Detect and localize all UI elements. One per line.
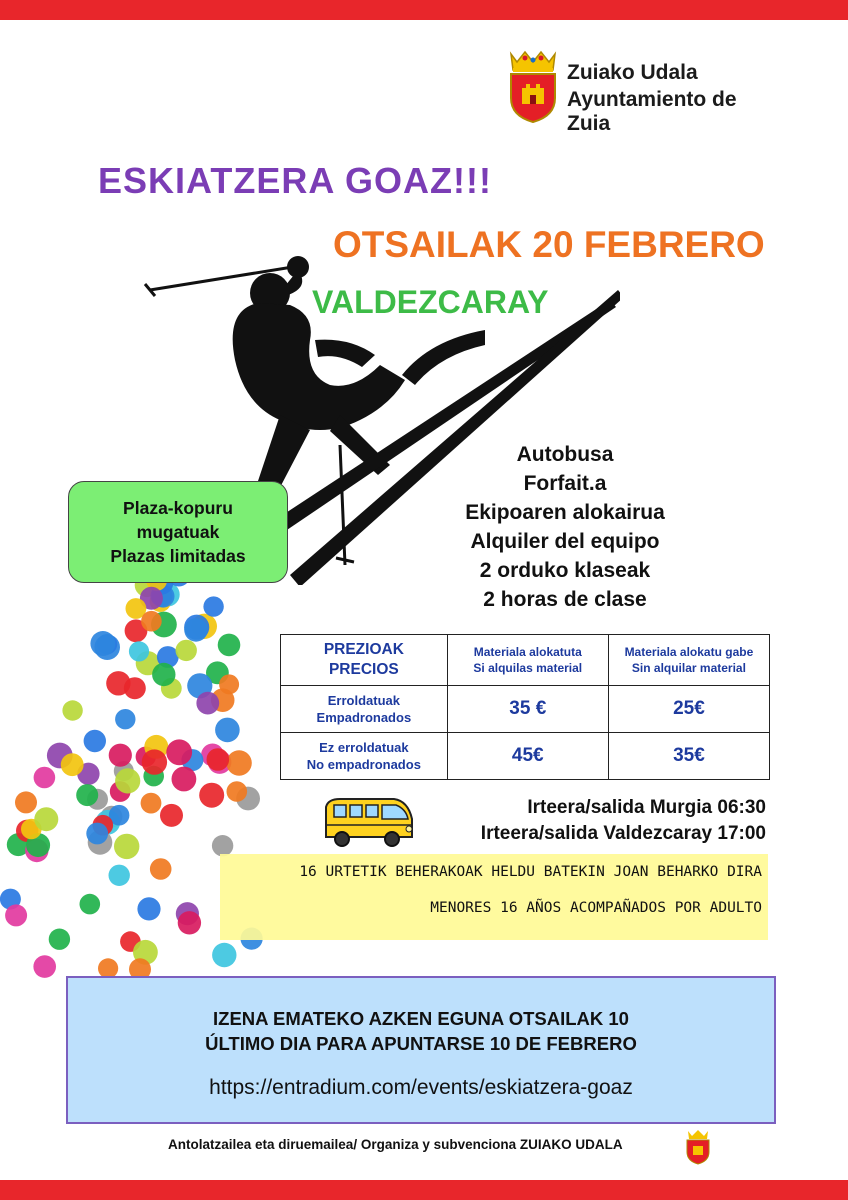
org-name-basque: Zuiako Udala xyxy=(567,61,698,84)
confetti-dot xyxy=(115,768,140,793)
deadline-basque: IZENA EMATEKO AZKEN EGUNA OTSAILAK 10 xyxy=(213,1008,629,1029)
limited-line: Plaza-kopuru xyxy=(123,498,233,518)
confetti-dot xyxy=(109,744,132,767)
confetti-dot xyxy=(141,793,162,814)
registration-link[interactable]: https://entradium.com/events/eskiatzera-goaz xyxy=(209,1076,633,1099)
minors-notice-spanish: MENORES 16 AÑOS ACOMPAÑADOS POR ADULTO xyxy=(430,900,762,916)
price-header-label: PREZIOAK xyxy=(323,641,404,658)
price-cell: 25€ xyxy=(608,686,769,733)
confetti-dot xyxy=(34,807,58,831)
confetti-dot xyxy=(196,692,219,715)
coat-of-arms-small-icon xyxy=(684,1128,712,1166)
confetti-dot xyxy=(227,781,248,802)
limited-line: mugatuak xyxy=(136,522,220,542)
confetti-dot xyxy=(166,739,192,765)
minors-notice-basque: 16 URTETIK BEHERAKOAK HELDU BATEKIN JOAN BEHARKO DIRA xyxy=(299,864,762,880)
org-name-spanish: Ayuntamiento de Zuia xyxy=(567,88,737,135)
confetti-dot xyxy=(5,904,27,926)
confetti-dot xyxy=(212,943,236,967)
col-with-material xyxy=(447,635,608,686)
price-header-label: PRECIOS xyxy=(328,661,399,678)
confetti-dot xyxy=(90,631,115,656)
row-label xyxy=(281,733,448,780)
col-header-line: Si alquilas material xyxy=(473,661,583,675)
confetti-dot xyxy=(15,791,37,813)
confetti-dot xyxy=(115,709,135,729)
confetti-dot xyxy=(184,618,208,642)
departure-line: Irteera/salida Valdezcaray 17:00 xyxy=(480,823,766,844)
price-table-corner xyxy=(281,635,448,686)
confetti-dot xyxy=(80,894,101,915)
confetti-dot xyxy=(160,804,183,827)
registration-box xyxy=(66,976,776,1124)
confetti-dot xyxy=(203,596,223,616)
confetti-dot xyxy=(137,897,160,920)
col-without-material xyxy=(608,635,769,686)
included-item: Alquiler del equipo xyxy=(470,530,660,553)
deadline-spanish: ÚLTIMO DIA PARA APUNTARSE 10 DE FEBRERO xyxy=(205,1033,637,1054)
included-services-list xyxy=(420,440,710,614)
table-row xyxy=(281,733,770,780)
col-header-line: Materiala alokatu gabe xyxy=(624,645,754,659)
school-bus-icon xyxy=(320,795,416,851)
price-cell: 35 € xyxy=(447,686,608,733)
col-header-line: Sin alquilar material xyxy=(631,661,746,675)
row-label-line: No empadronados xyxy=(306,757,421,772)
confetti-dot xyxy=(76,784,98,806)
confetti-dot xyxy=(142,749,167,774)
confetti-dot xyxy=(172,767,197,792)
confetti-dot xyxy=(150,858,172,880)
departure-line: Irteera/salida Murgia 06:30 xyxy=(527,797,766,818)
limited-places-box xyxy=(68,481,288,583)
footer-organizer: Antolatzailea eta diruemailea/ Organiza y subvenciona ZUIAKO UDALA xyxy=(168,1137,623,1152)
table-row xyxy=(281,686,770,733)
top-red-band xyxy=(0,0,848,20)
row-label-line: Ez erroldatuak xyxy=(319,740,409,755)
confetti-dot xyxy=(199,783,224,808)
confetti-dot xyxy=(218,634,241,657)
row-label-line: Erroldatuak xyxy=(327,693,400,708)
confetti-dot xyxy=(49,929,70,950)
confetti-dot xyxy=(62,700,82,720)
minors-notice xyxy=(220,854,768,940)
col-header-line: Materiala alokatuta xyxy=(473,645,582,659)
event-title: ESKIATZERA GOAZ!!! xyxy=(98,160,492,201)
included-item: Forfait.a xyxy=(523,472,607,495)
row-label-line: Empadronados xyxy=(316,710,412,725)
included-item: 2 horas de clase xyxy=(483,588,647,611)
confetti-dot xyxy=(86,823,108,845)
confetti-dot xyxy=(207,748,230,771)
confetti-dot xyxy=(226,750,251,775)
confetti-dot xyxy=(141,611,162,632)
event-location: VALDEZCARAY xyxy=(312,284,549,320)
bottom-red-band xyxy=(0,1180,848,1200)
confetti-dot xyxy=(215,718,240,743)
price-table xyxy=(280,634,770,780)
included-item: Ekipoaren alokairua xyxy=(465,501,665,524)
included-item: 2 orduko klaseak xyxy=(479,559,651,582)
price-cell: 45€ xyxy=(447,733,608,780)
confetti-dot xyxy=(152,663,175,686)
price-table-header-row xyxy=(281,635,770,686)
municipality-logo xyxy=(505,48,765,135)
event-date: OTSAILAK 20 FEBRERO xyxy=(333,224,765,265)
coat-of-arms-icon xyxy=(505,48,561,124)
confetti-dot xyxy=(61,753,84,776)
limited-line: Plazas limitadas xyxy=(110,546,246,566)
confetti-dot xyxy=(129,641,149,661)
confetti-dot xyxy=(33,955,56,978)
confetti-dot xyxy=(176,640,197,661)
confetti-dot xyxy=(124,677,146,699)
confetti-dot xyxy=(84,730,106,752)
confetti-dot xyxy=(34,767,56,789)
included-item: Autobusa xyxy=(516,443,614,466)
price-cell: 35€ xyxy=(608,733,769,780)
row-label xyxy=(281,686,448,733)
confetti-dot xyxy=(114,834,139,859)
departure-times xyxy=(436,795,766,847)
confetti-dot xyxy=(109,865,130,886)
confetti-dot xyxy=(178,911,201,934)
